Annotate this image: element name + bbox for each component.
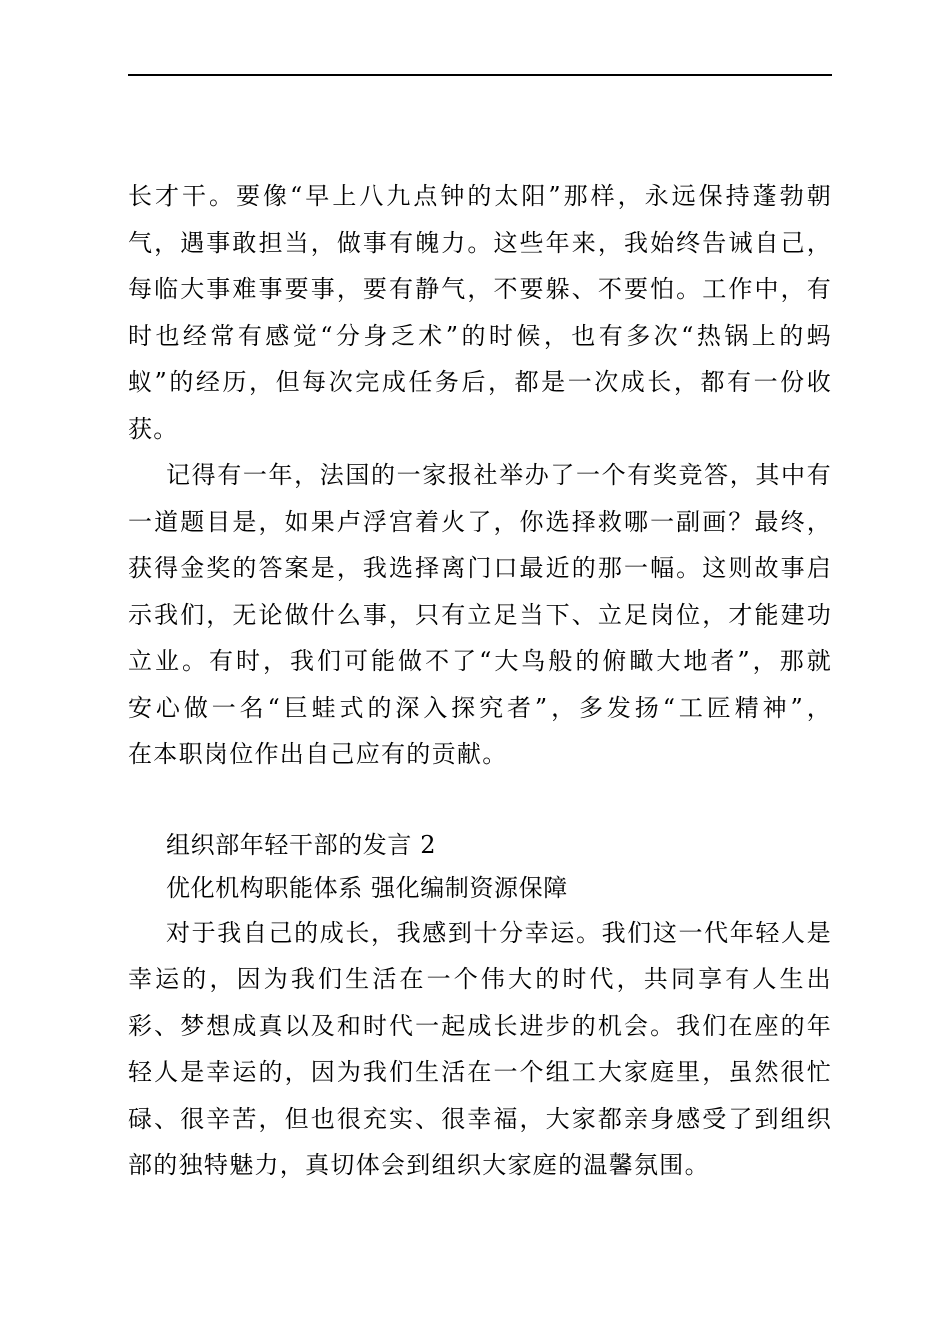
paragraph-1	[128, 173, 832, 452]
text-line: 部的独特魅力，真切体会到组织大家庭的温馨氛围。	[128, 1151, 710, 1179]
paragraph-3	[128, 910, 832, 1189]
text-line: 安心做一名“巨蛙式的深入探究者”，多发扬“工匠精神”，	[128, 693, 832, 722]
section-title: 组织部年轻干部的发言 2	[166, 830, 437, 859]
text-line: 一道题目是，如果卢浮宫着火了，你选择救哪一副画？最终，	[128, 507, 832, 536]
text-line: 每临大事难事要事，要有静气，不要躲、不要怕。工作中，有	[128, 275, 832, 303]
text-line: 轻人是幸运的，因为我们生活在一个组工大家庭里，虽然很忙	[128, 1058, 832, 1086]
text-line: 彩、梦想成真以及和时代一起成长进步的机会。我们在座的年	[128, 1011, 832, 1040]
text-line: 长才干。要像“早上八九点钟的太阳”那样，永远保持蓬勃朝	[128, 182, 832, 210]
header-rule	[128, 74, 832, 76]
text-line: 记得有一年，法国的一家报社举办了一个有奖竞答，其中有	[166, 461, 832, 489]
paragraph-2	[128, 452, 832, 778]
text-line: 蚁”的经历，但每次完成任务后，都是一次成长，都有一份收	[128, 368, 832, 396]
text-line: 获得金奖的答案是，我选择离门口最近的那一幅。这则故事启	[128, 554, 832, 582]
text-line: 获。	[128, 414, 179, 443]
text-line: 在本职岗位作出自己应有的贡献。	[128, 740, 508, 768]
text-line: 示我们，无论做什么事，只有立足当下、立足岗位，才能建功	[128, 600, 832, 629]
text-line: 对于我自己的成长，我感到十分幸运。我们这一代年轻人是	[166, 918, 832, 947]
spacer	[128, 778, 832, 824]
text-line: 气，遇事敢担当，做事有魄力。这些年来，我始终告诫自己，	[128, 228, 832, 257]
text-line: 幸运的，因为我们生活在一个伟大的时代，共同享有人生出	[128, 965, 832, 993]
document-body	[128, 173, 832, 1189]
text-line: 立业。有时，我们可能做不了“大鸟般的俯瞰大地者”，那就	[128, 647, 832, 675]
text-line: 时也经常有感觉“分身乏术”的时候，也有多次“热锅上的蚂	[128, 321, 832, 350]
text-line: 碌、很辛苦，但也很充实、很幸福，大家都亲身感受了到组织	[128, 1104, 832, 1133]
section-subtitle: 优化机构职能体系 强化编制资源保障	[166, 873, 568, 902]
